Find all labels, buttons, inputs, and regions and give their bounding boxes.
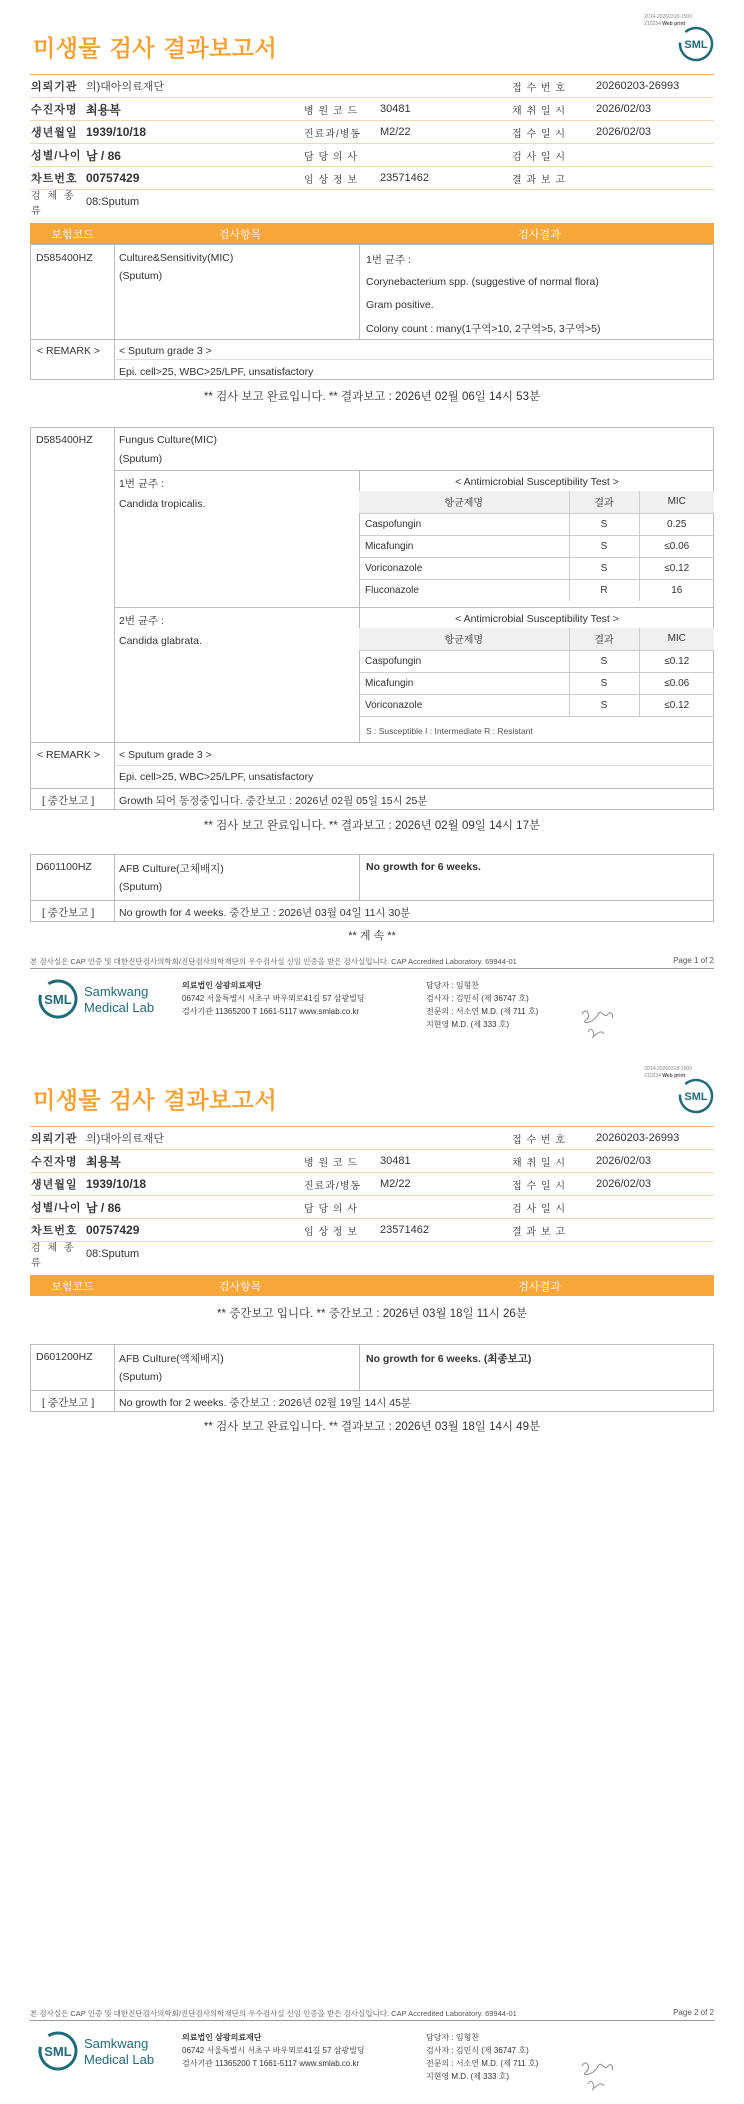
signature-icon bbox=[578, 1002, 618, 1042]
sml-logo-icon bbox=[678, 1078, 714, 1114]
svg-text:Samkwang: Samkwang bbox=[84, 984, 149, 999]
samkwang-logo-icon bbox=[38, 2028, 158, 2074]
report-complete-line: ** 검사 보고 완료입니다. ** 결과보고 : 2026년 02월 06일 14시 53분 bbox=[203, 391, 541, 403]
ast-table-isolate-2: 항균제명 결과 MIC Caspofungin S ≤0.12 Micafungin S ≤0.06 Voriconazole S ≤0.12 bbox=[359, 628, 714, 717]
page-number: Page 1 of 2 bbox=[673, 956, 714, 965]
continued-notice: ** 계 속 ** bbox=[348, 930, 396, 942]
print-stamp: 2014-20260318-1500 210234 Web print bbox=[644, 14, 692, 27]
institution-value: 의)대아의료재단 bbox=[86, 81, 165, 93]
staff-list: 담당자 : 임형찬 검사자 : 김민식 (제 36747 호) 전문의 : 서소연 M.D. (제 711 호) 지현영 M.D. (제 333 호) bbox=[426, 2033, 539, 2081]
report-page-2: 2014-20260318-1500 210234 Web print 미생물 검사 결과보고서 SML 의뢰기관 의)대아의료재단 접 수 번 호 20260203-26993 수진자명 최용복 병 원 코 드 30481 채 취 일 시 2026/02/03 생년월일 1939/10/18 진료과/병동 M2/22 접 수 일 시 2026/02/03 성별/나이 남 / 86 담 당 의 사 검 사 일 시 차트번호 00757429 임 상 정 보 23571462 결 과 보 고 검 체 종 류 08:Sputum 보험코드 검사항목 검사결과 ** 중간보고 입니다. ** 중간보고 : 2026년 03월 18일 11시 26분 D601200HZ AFB Culture(액체배지) (Sputum) No growth for 6 weeks. (최종보고) [ 중간보고 ] No growth for 2 weeks. 중간보고 : 2026년 02월 19일 14시 45분 ** 검사 보고 완료입니다. ** 결과보고 : 2026년 03월 18일 14시 49분 본 검사실은 CAP 인증 및 대한진단검사의학회/진단검사의학재단의 우수검사실 신임 인증을 받은 검사실입니다. CAP Accredited Laboratory. 69944-01 Page 2 of 2 SML Samkwang Medical Lab 의료법인 삼광의료재단 06742 서울특별시 서초구 바우뫼로41길 57 삼광빌딩 검사기관 11365200 T 1661-5117 www.smlab.co.kr 담당자 : 임형찬 검사자 : 김민식 (제 36747 호) 전문의 : 서소연 M.D. (제 711 호) 지현영 M.D. (제 333 호) bbox=[0, 1052, 744, 2104]
svg-text:Medical Lab: Medical Lab bbox=[84, 1000, 155, 1015]
ast-row: Fluconazole R 16 bbox=[359, 579, 714, 601]
report-page-1: 2014-20260318-1500 210234 Web print 미생물 검사 결과보고서 SML 의뢰기관 의)대아의료재단 접 수 번 호 20260203-26993 수진자명 최용복 병 원 코 드 30481 채 취 일 시 2026/02/03 생년월일 1939/10/18 진료과/병동 M2/22 접 수 일 시 2026/02/03 성별/나이 남 / 86 담 당 의 사 검 사 일 시 차트번호 00757429 임 상 정 보 23571462 결 과 보 고 검 체 종 류 08:Sputum 보험코드 검사항목 검사결과 D585400HZ Culture&Sensitivity(MIC) (Sputum) 1번 균주 : Corynebacterium spp. (suggestive of normal flora) Gram positive. Colony count : many(1구역>10, 2구역>5, 3구역>5) < REMARK > < Sputum grade 3 > Epi. cell>25, WBC>25/LPF, unsatisfactory ** 검사 보고 완료입니다. ** 결과보고 : 2026년 02월 06일 14시 53분 D585400HZ Fungus Culture(MIC) (Sputum) 1번 균주 : Candida tropicalis. < Antimicrobial Susceptibility Test > 항균제명 결과 MIC Caspofungin S 0.25 Micafungin S ≤0.06 Voriconazole S ≤0.12 Fluconazole R 16 2번 균주 : Candida glabrata. < Antimicrobial Susceptibility Test > 항균제명 결과 MIC Caspofungin S ≤0.12 Micafungin S ≤0.06 Voriconazole S ≤0.12 S : Susceptible I : Intermediate R : Resistant < REMARK > < Sputum grade 3 > Epi. cell>25, WBC>25/LPF, unsatisfactory [ 중간보고 ] Growth 되어 동정중입니다. 중간보고 : 2026년 02월 05일 15시 25분 ** 검사 보고 완료입니다. ** 결과보고 : 2026년 02월 09일 14시 17분 D601100HZ AFB Culture(고체배지) (Sputum) No growth for 6 weeks. [ 중간보고 ] No growth for 4 weeks. 중간보고 : 2026년 03월 04일 11시 30분 ** 계 속 ** 본 검사실은 CAP 인증 및 대한진단검사의학회/진단검사의학재단의 우수검사실 신임 인증을 받은 검사실입니다. CAP Accredited Laboratory. 69944-01 Page 1 of 2 SML Samkwang Medical Lab 의료법인 삼광의료재단 06742 서울특별시 서초구 바우뫼로41길 57 삼광빌딩 검사기관 11365200 T 1661-5117 www.smlab.co.kr 담당자 : 임형찬 검사자 : 김민식 (제 36747 호) 전문의 : 서소연 M.D. (제 711 호) 지현영 M.D. (제 333 호) bbox=[0, 0, 744, 1052]
svg-text:SML: SML bbox=[44, 992, 72, 1007]
test-code: D585400HZ bbox=[36, 252, 93, 264]
isolate-2-name: Candida glabrata. bbox=[119, 635, 202, 647]
isolate-1-name: Candida tropicalis. bbox=[119, 498, 206, 510]
receipt-no: 20260203-26993 bbox=[596, 80, 680, 92]
signature-icon bbox=[578, 2054, 618, 2094]
cap-accreditation-note: 본 검사실은 CAP 인증 및 대한진단검사의학회/진단검사의학재단의 우수검사실 신임 인증을 받은 검사실입니다. CAP Accredited Laboratory. 69944-01 bbox=[30, 957, 517, 966]
collect-date: 2026/02/03 bbox=[596, 103, 652, 115]
ast-row: Voriconazole S ≤0.12 bbox=[359, 557, 714, 579]
ast-table-isolate-1: 항균제명 결과 MIC Caspofungin S 0.25 Micafungin S ≤0.06 Voriconazole S ≤0.12 Fluconazole R 16 bbox=[359, 491, 714, 601]
birth-date: 1939/10/18 bbox=[86, 125, 147, 139]
chart-no: 00757429 bbox=[86, 171, 140, 185]
ast-row: Voriconazole S ≤0.12 bbox=[359, 694, 714, 716]
hospital-code: 30481 bbox=[380, 103, 411, 115]
interim-notice: ** 중간보고 입니다. ** 중간보고 : 2026년 03월 18일 11시 26분 bbox=[217, 1308, 527, 1320]
staff-list: 담당자 : 임형찬 검사자 : 김민식 (제 36747 호) 전문의 : 서소연 M.D. (제 711 호) 지현영 M.D. (제 333 호) bbox=[426, 981, 539, 1029]
svg-text:Samkwang: Samkwang bbox=[84, 2036, 149, 2051]
lab-info: 의료법인 삼광의료재단 06742 서울특별시 서초구 바우뫼로41길 57 삼광빌딩 검사기관 11365200 T 1661-5117 www.smlab.co.kr bbox=[182, 981, 365, 1016]
remark-label: < REMARK > bbox=[37, 345, 101, 357]
svg-text:SML: SML bbox=[684, 39, 708, 51]
test-item: Culture&Sensitivity(MIC) bbox=[119, 252, 234, 264]
receipt-date: 2026/02/03 bbox=[596, 126, 652, 138]
sex-age: 남 / 86 bbox=[86, 148, 121, 163]
lab-info: 의료법인 삼광의료재단 06742 서울특별시 서초구 바우뫼로41길 57 삼광빌딩 검사기관 11365200 T 1661-5117 www.smlab.co.kr bbox=[182, 2033, 365, 2068]
sml-logo-icon bbox=[678, 26, 714, 62]
results-column-header: 보험코드 검사항목 검사결과 bbox=[30, 223, 714, 244]
patient-info-grid: 의뢰기관 의)대아의료재단 접 수 번 호 20260203-26993 수진자명 최용복 병 원 코 드 30481 채 취 일 시 2026/02/03 생년월일 1939/10/18 진료과/병동 M2/22 접 수 일 시 2026/02/03 성별/나이 남 / 86 담 당 의 사 검 사 일 시 차트번호 00757429 임 상 정 보 23571462 결 과 보 고 검 체 종 류 08:Sputum bbox=[30, 1126, 714, 1265]
interim-label: [ 중간보고 ] bbox=[42, 795, 95, 807]
svg-text:SML: SML bbox=[44, 2044, 72, 2059]
specimen-type: 08:Sputum bbox=[86, 195, 140, 208]
institution-label: 의뢰기관 bbox=[31, 81, 78, 93]
ast-legend: S : Susceptible I : Intermediate R : Resistant bbox=[366, 726, 533, 736]
report-title: 미생물 검사 결과보고서 bbox=[33, 36, 278, 62]
clinical-info: 23571462 bbox=[380, 172, 429, 184]
svg-text:SML: SML bbox=[684, 1091, 708, 1103]
samkwang-logo-icon bbox=[38, 976, 158, 1022]
patient-info-grid: 의뢰기관 의)대아의료재단 접 수 번 호 20260203-26993 수진자명 최용복 병 원 코 드 30481 채 취 일 시 2026/02/03 생년월일 1939/10/18 진료과/병동 M2/22 접 수 일 시 2026/02/03 성별/나이 남 / 86 담 당 의 사 검 사 일 시 차트번호 00757429 임 상 정 보 23571462 결 과 보 고 검 체 종 류 08:Sputum bbox=[30, 74, 714, 213]
report-title: 미생물 검사 결과보고서 bbox=[33, 1088, 278, 1114]
page-number: Page 2 of 2 bbox=[673, 2008, 714, 2017]
dept: M2/22 bbox=[380, 126, 411, 138]
svg-text:Medical Lab: Medical Lab bbox=[84, 2052, 155, 2067]
print-stamp: 2014-20260318-1500 210234 Web print bbox=[644, 1066, 692, 1079]
cap-accreditation-note: 본 검사실은 CAP 인증 및 대한진단검사의학회/진단검사의학재단의 우수검사실 신임 인증을 받은 검사실입니다. CAP Accredited Laboratory. 69944-01 bbox=[30, 2009, 517, 2018]
patient-name: 최용복 bbox=[86, 102, 121, 117]
results-column-header: 보험코드 검사항목 검사결과 bbox=[30, 1275, 714, 1296]
ast-row: Micafungin S ≤0.06 bbox=[359, 672, 714, 694]
ast-row: Caspofungin S ≤0.12 bbox=[359, 650, 714, 672]
ast-row: Caspofungin S 0.25 bbox=[359, 513, 714, 535]
ast-row: Micafungin S ≤0.06 bbox=[359, 535, 714, 557]
